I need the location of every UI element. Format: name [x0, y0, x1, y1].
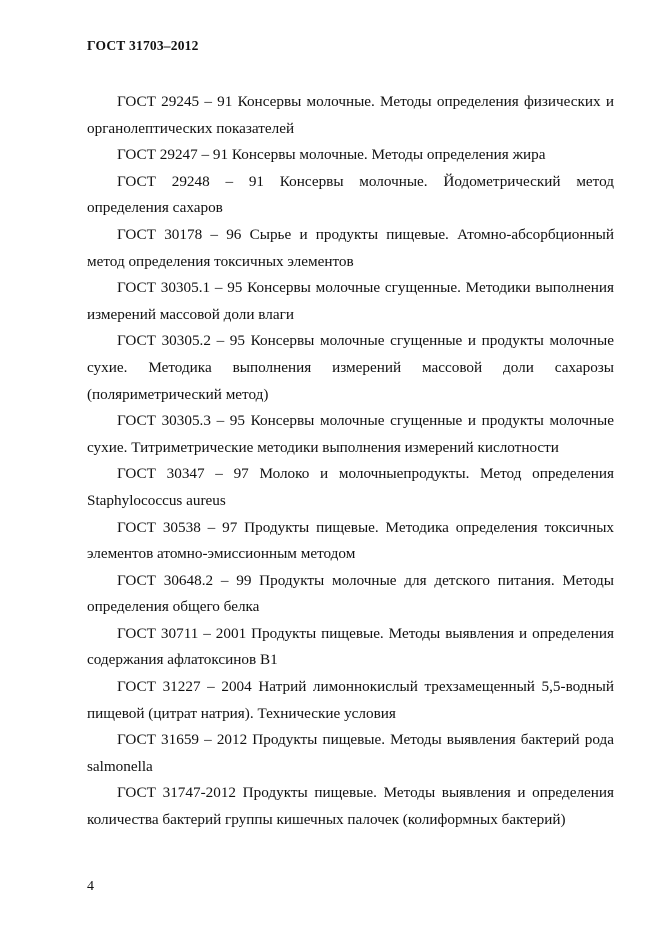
- reference-item: ГОСТ 29245 – 91 Консервы молочные. Методы определения физических и органолептических показателей: [87, 93, 614, 137]
- page-number: 4: [87, 879, 94, 894]
- reference-item: ГОСТ 30347 – 97 Молоко и молочныепродукты. Метод определения Staphylococcus aureus: [87, 465, 614, 509]
- reference-item: ГОСТ 30305.3 – 95 Консервы молочные сгущенные и продукты молочные сухие. Титриметрические методики выполнения измерений кислотности: [87, 412, 614, 456]
- reference-item: ГОСТ 29247 – 91 Консервы молочные. Методы определения жира: [117, 146, 546, 164]
- reference-item: ГОСТ 30305.2 – 95 Консервы молочные сгущенные и продукты молочные сухие. Методика выполнения измерений массовой доли сахарозы (поляриметрический метод): [87, 332, 614, 403]
- reference-item: ГОСТ 30178 – 96 Сырье и продукты пищевые. Атомно-абсорбционный метод определения токсичных элементов: [87, 225, 614, 270]
- reference-item: ГОСТ 30538 – 97 Продукты пищевые. Методика определения токсичных элементов атомно-эмиссионным методом: [87, 518, 614, 563]
- reference-item: ГОСТ 31747-2012 Продукты пищевые. Методы выявления и определения количества бактерий группы кишечных палочек (колиформных бактерий): [87, 784, 614, 829]
- reference-item: ГОСТ 31227 – 2004 Натрий лимоннокислый трехзамещенный 5,5-водный пищевой (цитрат натрия). Технические условия: [87, 678, 614, 722]
- reference-item: ГОСТ 30305.1 – 95 Консервы молочные сгущенные. Методики выполнения измерений массовой доли влаги: [87, 279, 614, 323]
- normative-references-list: [87, 89, 614, 834]
- reference-item: ГОСТ 30648.2 – 99 Продукты молочные для детского питания. Методы определения общего белка: [87, 571, 614, 616]
- document-header: ГОСТ 31703–2012: [87, 38, 199, 53]
- reference-item: ГОСТ 29248 – 91 Консервы молочные. Йодометрический метод определения сахаров: [87, 172, 614, 217]
- reference-item: ГОСТ 30711 – 2001 Продукты пищевые. Методы выявления и определения содержания афлатоксинов B1: [87, 624, 614, 669]
- reference-item: ГОСТ 31659 – 2012 Продукты пищевые. Методы выявления бактерий рода salmonella: [87, 731, 614, 775]
